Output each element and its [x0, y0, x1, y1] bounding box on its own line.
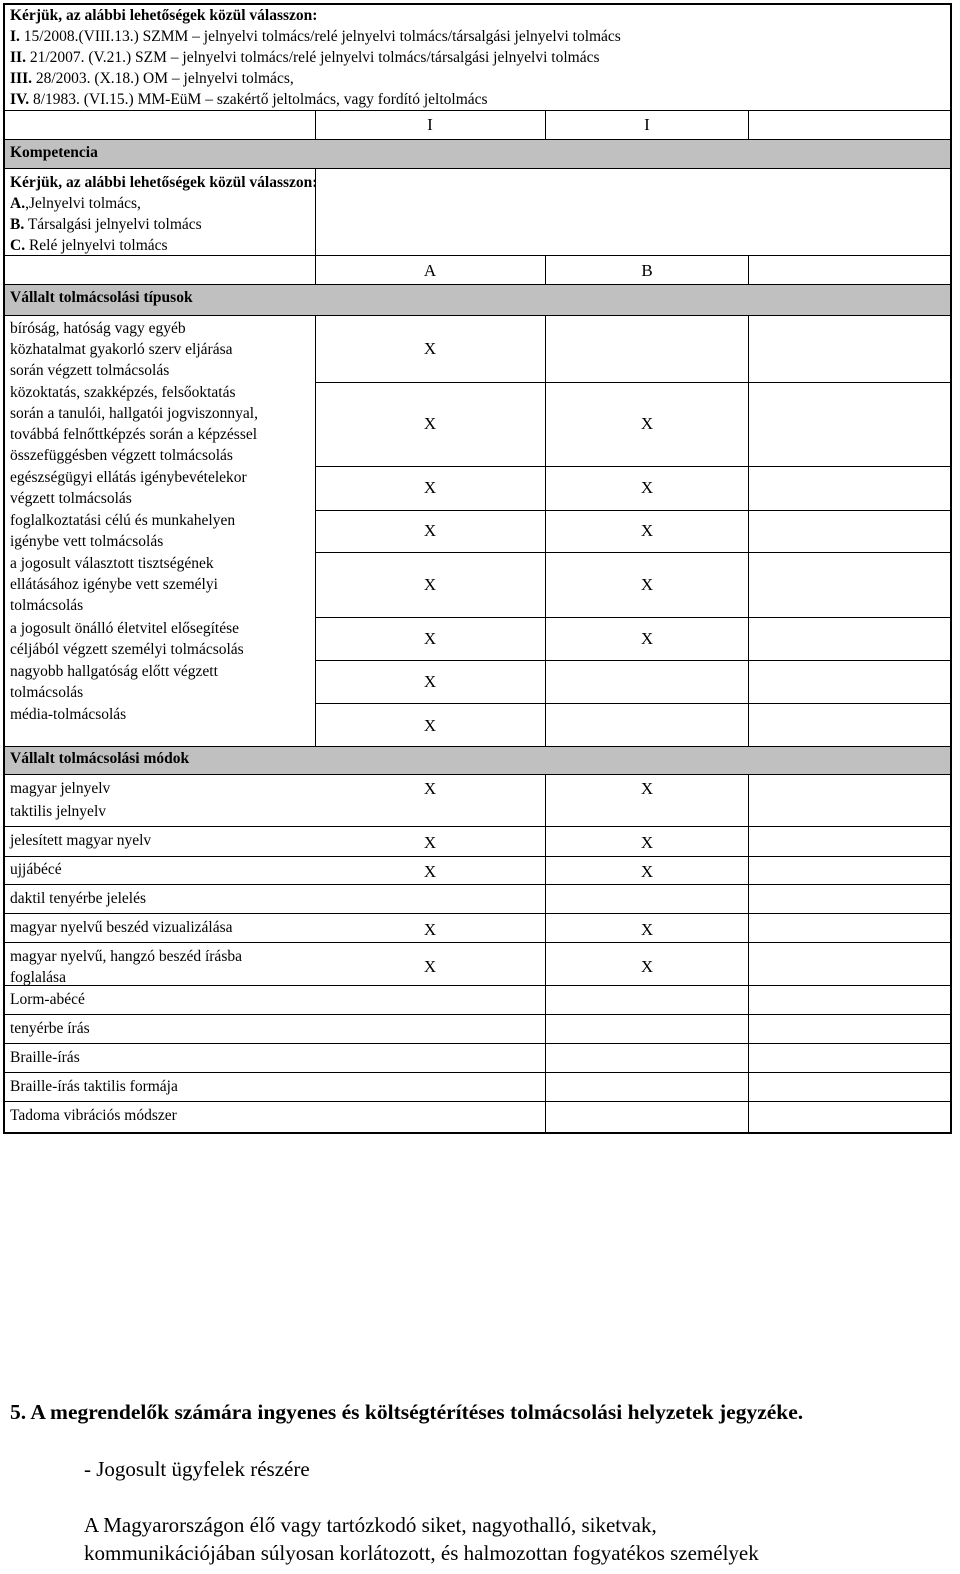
- mode-11-label: Braille-írás taktilis formája: [10, 1078, 178, 1095]
- competence-column-a: A: [423, 261, 437, 280]
- mode-2-label: taktilis jelnyelv: [10, 803, 106, 820]
- mode-8-label: Lorm-abécé: [10, 991, 85, 1008]
- competence-option-a-letter: A.: [10, 195, 26, 212]
- select-prompt-legal: Kérjük, az alábbi lehetőségek közül válasszon:: [10, 7, 318, 24]
- type-7-line-1: nagyobb hallgatóság előtt végzett: [10, 663, 218, 680]
- select-prompt-competence: Kérjük, az alábbi lehetőségek közül válasszon:: [10, 174, 318, 191]
- mode-3-label: jelesített magyar nyelv: [10, 832, 152, 849]
- section-5-paragraph-line-1: A Magyarországon élő vagy tartózkodó siket, nagyothalló, siketvak,: [84, 1513, 657, 1537]
- mode-9-label: tenyérbe írás: [10, 1020, 90, 1037]
- mode-5-label: daktil tenyérbe jelelés: [10, 890, 146, 907]
- mode-6-label: magyar nyelvű beszéd vizualizálása: [10, 919, 233, 936]
- legal-basis-4-num: IV.: [10, 91, 30, 108]
- type-2-line-2: során a tanulói, hallgatói jogviszonnyal,: [10, 405, 258, 422]
- type-4-mark-a: X: [423, 521, 437, 540]
- type-5-mark-a: X: [423, 575, 437, 594]
- competence-option-c: [10, 235, 168, 257]
- type-4-line-1: foglalkoztatási célú és munkahelyen: [10, 512, 236, 529]
- mode-6-mark-a: X: [423, 920, 437, 939]
- legal-basis-1-num: I.: [10, 28, 20, 45]
- mode-10-label: Braille-írás: [10, 1049, 80, 1066]
- mode-7-mark-a: X: [423, 957, 437, 976]
- type-6-mark-a: X: [423, 629, 437, 648]
- section-5-paragraph-line-2: kommunikációjában súlyosan korlátozott, és halmozottan fogyatékos személyek: [84, 1541, 759, 1565]
- type-8-line-1: média-tolmácsolás: [10, 706, 127, 723]
- legal-basis-3-text: 28/2003. (X.18.) OM – jelnyelvi tolmács,: [31, 70, 294, 87]
- type-3-line-1: egészségügyi ellátás igénybevételekor: [10, 469, 247, 486]
- type-6-mark-b: X: [640, 629, 654, 648]
- mode-3-mark-a: X: [423, 833, 437, 852]
- mode-12-label: Tadoma vibrációs módszer: [10, 1107, 177, 1124]
- competence-header-band: [5, 140, 951, 168]
- type-1-line-1: bíróság, hatóság vagy egyéb: [10, 320, 186, 337]
- modes-title: Vállalt tolmácsolási módok: [10, 750, 190, 767]
- type-1-mark-a: X: [423, 339, 437, 358]
- type-5-mark-b: X: [640, 575, 654, 594]
- mode-7-mark-b: X: [640, 957, 654, 976]
- legal-basis-1-text: 15/2008.(VIII.13.) SZMM – jelnyelvi tolmács/relé jelnyelvi tolmács/társalgási jelnyelvi tolmács: [19, 28, 621, 45]
- competence-option-c-letter: C.: [10, 237, 26, 254]
- legal-basis-1: [10, 26, 621, 48]
- competence-title: Kompetencia: [10, 144, 98, 161]
- type-2-line-1: közoktatás, szakképzés, felsőoktatás: [10, 384, 236, 401]
- type-4-mark-b: X: [640, 521, 654, 540]
- types-title: Vállalt tolmácsolási típusok: [10, 289, 193, 306]
- legal-basis-4-text: 8/1983. (VI.15.) MM-EüM – szakértő jeltolmács, vagy fordító jeltolmács: [29, 91, 488, 108]
- type-2-mark-b: X: [640, 414, 654, 433]
- competence-option-c-text: Relé jelnyelvi tolmács: [25, 237, 168, 254]
- type-7-mark-a: X: [423, 672, 437, 691]
- type-1-line-2: közhatalmat gyakorló szerv eljárása: [10, 341, 233, 358]
- competence-option-a: [10, 193, 141, 215]
- type-7-line-2: tolmácsolás: [10, 684, 84, 701]
- competence-option-b-letter: B.: [10, 216, 25, 233]
- mode-4-mark-a: X: [423, 862, 437, 881]
- type-5-line-3: tolmácsolás: [10, 597, 84, 614]
- type-2-mark-a: X: [423, 414, 437, 433]
- type-3-mark-a: X: [423, 478, 437, 497]
- type-6-line-2: céljából végzett személyi tolmácsolás: [10, 641, 244, 658]
- type-5-line-2: ellátásához igénybe vett személyi: [10, 576, 218, 593]
- mode-6-mark-b: X: [640, 920, 654, 939]
- type-4-line-2: igénybe vett tolmácsolás: [10, 533, 164, 550]
- competence-column-b: B: [641, 261, 653, 280]
- legal-basis-4: [10, 89, 488, 111]
- competence-option-b: [10, 214, 202, 236]
- mode-4-label: ujjábécé: [10, 861, 62, 878]
- selection-column-1: I: [427, 115, 433, 134]
- mode-1-mark-b: X: [640, 779, 654, 798]
- type-3-mark-b: X: [640, 478, 654, 497]
- mode-1-label: magyar jelnyelv: [10, 780, 111, 797]
- mode-1-mark-a: X: [423, 779, 437, 798]
- selection-column-2: I: [644, 115, 650, 134]
- competence-option-a-text: ,Jelnyelvi tolmács,: [25, 195, 141, 212]
- section-5-subheading: - Jogosult ügyfelek részére: [84, 1457, 310, 1481]
- mode-7-label-line-1: magyar nyelvű, hangzó beszéd írásba: [10, 948, 242, 965]
- type-8-mark-a: X: [423, 716, 437, 735]
- type-5-line-1: a jogosult választott tisztségének: [10, 555, 214, 572]
- legal-basis-2: [10, 47, 599, 69]
- type-1-line-3: során végzett tolmácsolás: [10, 362, 170, 379]
- mode-4-mark-b: X: [640, 862, 654, 881]
- type-2-line-3: továbbá felnőttképzés során a képzéssel: [10, 426, 258, 443]
- section-5-heading: 5. A megrendelők számára ingyenes és költségtérítéses tolmácsolási helyzetek jegyzéke.: [10, 1400, 804, 1424]
- legal-basis-2-num: II.: [10, 49, 26, 66]
- mode-3-mark-b: X: [640, 833, 654, 852]
- competence-option-b-text: Társalgási jelnyelvi tolmács: [24, 216, 202, 233]
- type-6-line-1: a jogosult önálló életvitel elősegítése: [10, 620, 239, 637]
- mode-7-label-line-2: foglalása: [10, 969, 66, 986]
- type-2-line-4: összefüggésben végzett tolmácsolás: [10, 447, 233, 464]
- legal-basis-3: [10, 68, 294, 90]
- type-3-line-2: végzett tolmácsolás: [10, 490, 132, 507]
- legal-basis-3-num: III.: [10, 70, 32, 87]
- legal-basis-2-text: 21/2007. (V.21.) SZM – jelnyelvi tolmács/relé jelnyelvi tolmács/társalgási jelnyelvi tolmács: [25, 49, 600, 66]
